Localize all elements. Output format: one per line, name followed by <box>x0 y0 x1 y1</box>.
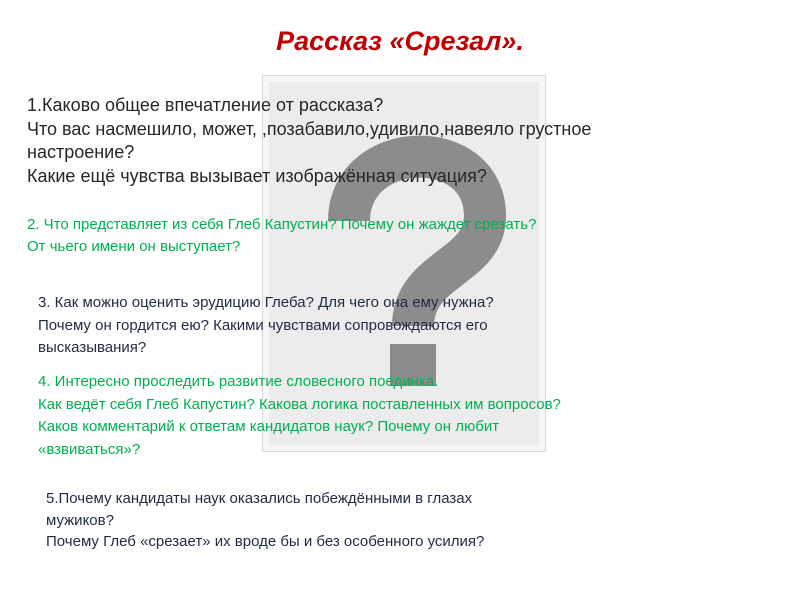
question-3 <box>38 292 494 360</box>
question-1-line: 1.Каково общее впечатление от рассказа? <box>27 95 384 115</box>
question-4-line: «взвиваться»? <box>38 440 141 458</box>
question-5-line: Почему Глеб «срезает» их вроде бы и без особенного усилия? <box>46 533 485 550</box>
question-2-line: От чьего имени он выступает? <box>27 238 241 255</box>
question-1-line: настроение? <box>27 142 135 162</box>
question-1 <box>27 94 591 188</box>
question-5-line: мужиков? <box>46 511 114 529</box>
question-4-line: Каков комментарий к ответам кандидатов наук? Почему он любит <box>38 418 500 435</box>
question-2 <box>27 214 536 258</box>
question-1-line: Какие ещё чувства вызывает изображённая ситуация? <box>27 165 487 186</box>
question-4 <box>38 371 561 461</box>
question-3-line: Почему он гордится ею? Какими чувствами сопровождаются его <box>38 316 488 334</box>
question-2-line: 2. Что представляет из себя Глеб Капустин? Почему он жаждет срезать? <box>27 216 537 233</box>
question-1-line: Что вас насмешило, может, ,позабавило,удивило,навеяло грустное <box>27 118 592 139</box>
slide-title: Рассказ «Срезал». <box>276 26 524 56</box>
question-5 <box>46 488 484 553</box>
question-4-line: Как ведёт себя Глеб Капустин? Какова логика поставленных им вопросов? <box>38 395 561 413</box>
question-3-line: высказывания? <box>38 339 147 356</box>
question-3-line: 3. Как можно оценить эрудицию Глеба? Для чего она ему нужна? <box>38 294 494 311</box>
question-5-line: 5.Почему кандидаты наук оказались побеждёнными в глазах <box>46 490 473 507</box>
question-4-line: 4. Интересно проследить развитие словесного поединка. <box>38 373 439 390</box>
